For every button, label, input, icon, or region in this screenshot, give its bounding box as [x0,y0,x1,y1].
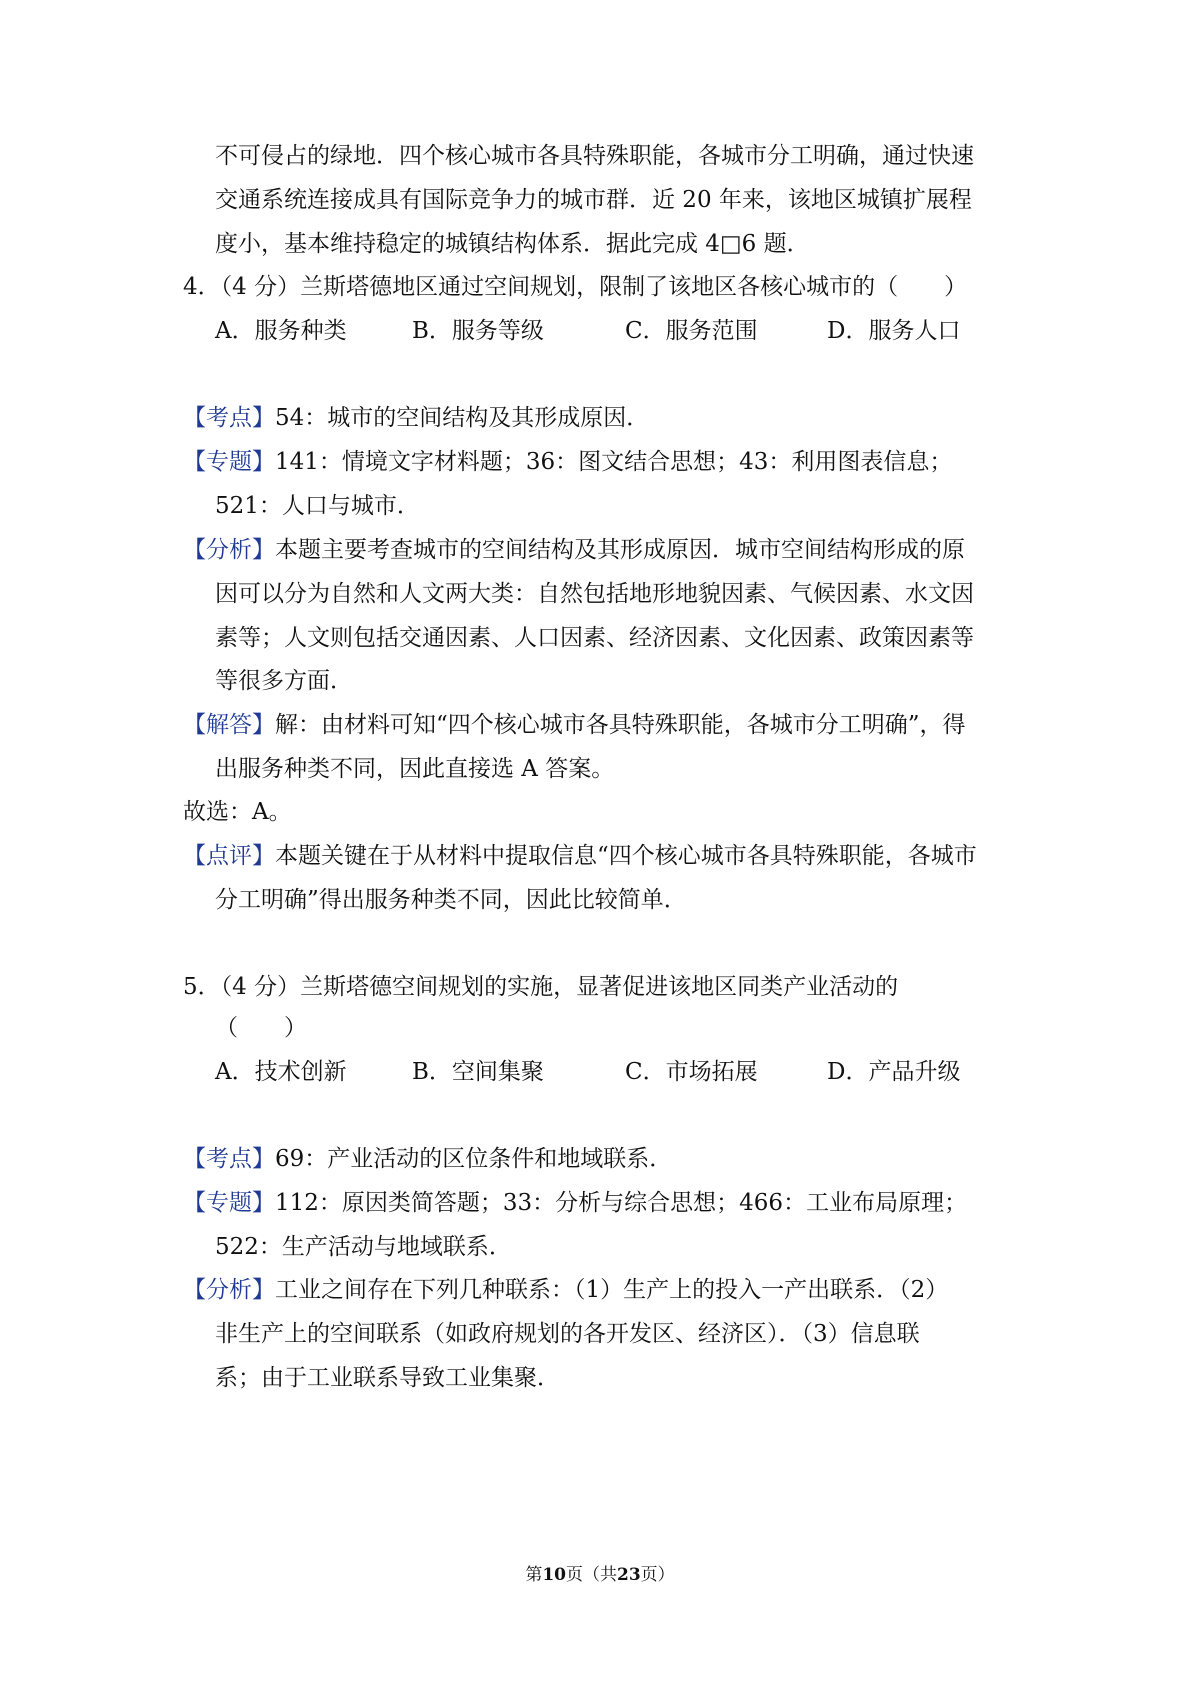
footer-middle: 页（共 [566,1565,617,1585]
option-c: C．服务范围 [625,318,758,344]
zhuanti-text: 112：原因类简答题；33：分析与综合思想；466：工业布局原理； [275,1190,968,1216]
passage-line: 不可侵占的绿地．四个核心城市各具特殊职能，各城市分工明确，通过快速 [215,143,974,169]
fenxi-text-continued: 系；由于工业联系导致工业集聚． [215,1365,560,1391]
dianping-text: 本题关键在于从材料中提取信息“四个核心城市各具特殊职能，各城市 [275,843,977,869]
passage-line: 交通系统连接成具有国际竞争力的城市群．近 20 年来，该地区城镇扩展程 [215,187,972,213]
question-4-stem: 4．（4 分）兰斯塔德地区通过空间规划，限制了该地区各核心城市的（ ） [183,274,968,300]
passage-line: 度小，基本维持稳定的城镇结构体系．据此完成 4□6 题． [215,231,810,257]
fenxi-tag: 【分析】 [183,1277,275,1303]
dianping-line [183,841,977,871]
fenxi-text-continued: 因可以分为自然和人文两大类：自然包括地形地貌因素、气候因素、水文因 [215,581,974,607]
zhuanti-tag: 【专题】 [183,1190,275,1216]
jieda-line [183,710,966,740]
answer-line: 故选：A。 [183,799,292,825]
fenxi-text-continued: 素等；人文则包括交通因素、人口因素、经济因素、文化因素、政策因素等 [215,625,974,651]
zhuanti-text-continued: 521：人口与城市． [215,493,420,519]
dianping-text-continued: 分工明确”得出服务种类不同，因此比较简单． [215,887,687,913]
fenxi-text-continued: 非生产上的空间联系（如政府规划的各开发区、经济区）．（3）信息联 [215,1321,920,1347]
jieda-tag: 【解答】 [183,712,275,738]
jieda-text: 解：由材料可知“四个核心城市各具特殊职能，各城市分工明确”，得 [275,712,966,738]
zhuanti-text-continued: 522：生产活动与地域联系． [215,1234,512,1260]
zhuanti-tag: 【专题】 [183,449,275,475]
zhuanti-line [183,1188,967,1218]
dianping-tag: 【点评】 [183,843,275,869]
option-b: B．服务等级 [412,318,544,344]
kaodian-tag: 【考点】 [183,1146,275,1172]
option-d: D．产品升级 [827,1059,961,1085]
fenxi-text: 本题主要考查城市的空间结构及其形成原因．城市空间结构形成的原 [275,537,965,563]
question-5-stem: 5．（4 分）兰斯塔德空间规划的实施，显著促进该地区同类产业活动的 [183,974,899,1000]
footer-prefix: 第 [525,1565,543,1585]
option-a: A．服务种类 [215,318,347,344]
kaodian-text: 69：产业活动的区位条件和地域联系． [275,1146,673,1172]
kaodian-line [183,1144,672,1174]
option-a: A．技术创新 [215,1059,347,1085]
kaodian-text: 54：城市的空间结构及其形成原因． [275,405,650,431]
total-pages: 23 [617,1565,641,1585]
option-c: C．市场拓展 [625,1059,758,1085]
fenxi-text: 工业之间存在下列几种联系：（1）生产上的投入一产出联系．（2） [275,1277,949,1303]
zhuanti-line [183,447,952,477]
option-d: D．服务人口 [827,318,961,344]
kaodian-line [183,403,649,433]
fenxi-line [183,1275,948,1305]
question-5-stem-continued: （ ） [215,1015,307,1041]
jieda-text-continued: 出服务种类不同，因此直接选 A 答案。 [215,756,615,782]
footer-suffix: 页） [640,1565,675,1585]
page-footer [0,1563,1200,1587]
page-number: 10 [542,1565,566,1585]
kaodian-tag: 【考点】 [183,405,275,431]
fenxi-line [183,535,965,565]
option-b: B．空间集聚 [412,1059,544,1085]
zhuanti-text: 141：情境文字材料题；36：图文结合思想；43：利用图表信息； [275,449,953,475]
fenxi-tag: 【分析】 [183,537,275,563]
fenxi-text-continued: 等很多方面． [215,668,353,694]
